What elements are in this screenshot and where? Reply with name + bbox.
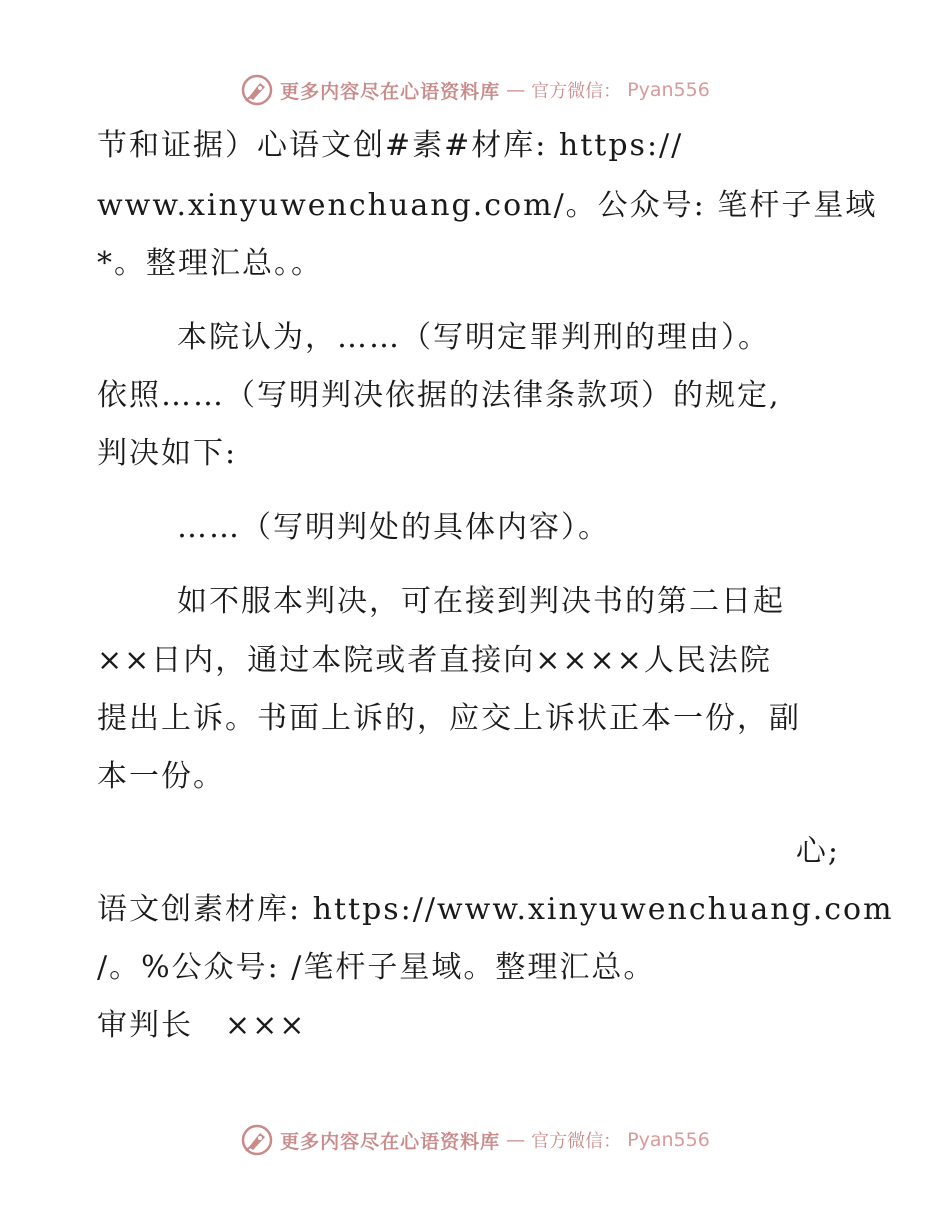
footer-watermark <box>0 1120 950 1160</box>
presiding-judge-line: 审判长 ××× <box>97 1008 307 1043</box>
body-line-3: *。整理汇总。。 <box>97 246 323 281</box>
body-line-7: ……（写明判处的具体内容）。 <box>177 510 610 545</box>
body-line-1: 节和证据）心语文创#素#材库: https:// <box>97 128 684 163</box>
pen-nib-logo-icon <box>240 73 274 107</box>
watermark-wechat-id: Pyan556 <box>627 79 710 101</box>
body-line-5: 依照……（写明判决依据的法律条款项）的规定, <box>97 378 781 413</box>
watermark-dash: — <box>506 79 526 101</box>
body-line-13: 语文创素材库: https://www.xinyuwenchuang.com <box>97 892 894 927</box>
pen-nib-logo-icon <box>240 1123 274 1157</box>
body-line-14: /。%公众号: /笔杆子星域。整理汇总。 <box>97 950 656 985</box>
body-line-10: 提出上诉。书面上诉的，应交上诉状正本一份，副 <box>97 701 801 736</box>
body-line-9: ××日内，通过本院或者直接向××××人民法院 <box>97 643 772 678</box>
watermark-brand-text: 更多内容尽在心语资料库 <box>280 1130 501 1153</box>
body-line-8: 如不服本判决，可在接到判决书的第二日起 <box>177 584 785 619</box>
watermark-wechat-label: 官方微信： <box>531 81 622 102</box>
header-watermark <box>0 70 950 110</box>
watermark-wechat-label: 官方微信： <box>531 1131 622 1152</box>
body-line-12: 心; <box>795 834 840 869</box>
body-line-11: 本一份。 <box>97 759 225 794</box>
watermark-brand-text: 更多内容尽在心语资料库 <box>280 80 501 103</box>
body-line-2: www.xinyuwenchuang.com/。公众号: 笔杆子星域 <box>97 188 878 223</box>
body-line-6: 判决如下: <box>97 436 238 471</box>
watermark-wechat-id: Pyan556 <box>627 1129 710 1151</box>
body-line-4: 本院认为，……（写明定罪判刑的理由）。 <box>177 320 770 355</box>
watermark-dash: — <box>506 1129 526 1151</box>
